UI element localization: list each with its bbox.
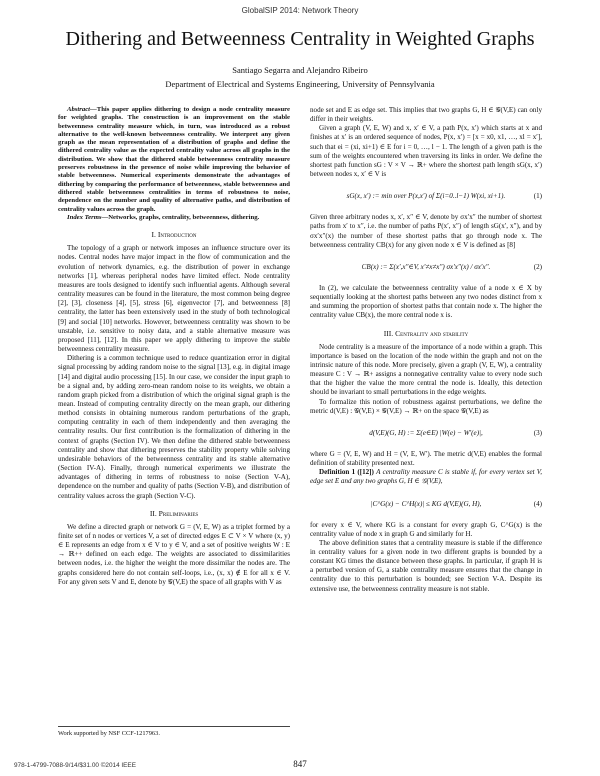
- right-paragraph-4: In (2), we calculate the betweenness centrality value of a node x ∈ X by sequentially looking at the shortest paths between any two nodes distinct from x and summing the proportion of shortest paths that contain node x. The higher the centrality value CB(x), the more central node x is.: [310, 283, 542, 320]
- index-terms-label: Index Terms: [67, 213, 102, 221]
- right-paragraph-7: where G = (V, E, W) and H = (V, E, W′). The metric d(V,E) enables the formal definition of stability presented next.: [310, 449, 542, 468]
- right-paragraph-6: To formalize this notion of robustness against perturbations, we define the metric d(V,E) : 𝒢(V,E) × 𝒢(V,E) → ℝ+ on the space 𝒢(V,E) as: [310, 397, 542, 415]
- equation-4-body: |C^G(x) − C^H(x)| ≤ KG d(V,E)(G, H),: [370, 499, 482, 508]
- index-terms-text: —Networks, graphs, centrality, betweenness, dithering.: [101, 213, 260, 221]
- definition-1-label: Definition 1 ([12]): [319, 468, 374, 477]
- equation-4: [310, 493, 542, 515]
- index-terms: [58, 214, 290, 222]
- abstract-label: Abstract: [67, 106, 91, 113]
- right-paragraph-3: Given three arbitrary nodes x, x′, x″ ∈ V, denote by σx′x″ the number of shortest paths from x′ to x″, i.e. the number of paths P(x′, x″) of length sG(x′, x″), and by σx′x″(x) the number of these shortest paths that go through node x. The betweenness centrality CB(x) for any given node x ∈ V is defined as [8]: [310, 213, 542, 249]
- abstract-text: —This paper applies dithering to design a node centrality measure for weighted graphs. The construction is an improvement on the stable betweenness centrality measure which, in turn, was introduced as a robust alternative to the well-known betweenness centrality. We interpret any given graph as the mean representation of a distribution of graphs and define the dithered centrality value as the expected centrality value across all graphs in the distribution. We show that the dithered stable betweenness centrality measure preserves robustness in the presence of noise while improving the behavior of stable betweenness. Numerical experiments demonstrate the advantages of dithering by comparing the performance of betweenness, stable betweenness and dithered stable betweenness centralities in terms of robustness to noise, dependence on the number and quality of alternative paths, and distribution of centrality values across the graph.: [58, 106, 290, 213]
- equation-3-number: (3): [533, 428, 542, 437]
- equation-2-number: (2): [533, 262, 542, 271]
- conference-header: GlobalSIP 2014: Network Theory: [241, 6, 359, 15]
- section-heading-centrality-stability: III. Centrality and stability: [383, 328, 469, 338]
- right-paragraph-2: Given a graph (V, E, W) and x, x′ ∈ V, a path P(x, x′) which starts at x and finishes at x′ is an ordered sequence of nodes, P(x, x′) = [x = x0, x1, …, xl = x′], such that ei = (xi, xi+1) ∈ E for i = 0, …, l − 1. The length of a given path is the sum of the weights encountered when traversing its links in order. We define the shortest path function sG : V × V → ℝ+ where the shortest path length sG(x, x′) between nodes x, x′ ∈ V is: [310, 124, 542, 179]
- equation-1-body: sG(x, x′) := min over P(x,x′) of Σ(i=0..l−1) W(xi, xi+1).: [346, 192, 506, 201]
- right-column: [310, 106, 542, 594]
- intro-paragraph-1: The topology of a graph or network imposes an influence structure over its nodes. Central nodes have major impact in the flow of communication and the evolution of network dynamics, e.g. the distribution of power in exchange networks [1], whereas peripheral nodes have limited effect. Node centrality measures are tools designed to identify such influential agents. Although several centrality measures can be found in the literature, the most common being degree [2], [3], closeness [4], [5], stress [6], eigenvector [7], and betweenness [8] centrality, the latter has been extensively used in the study of both technological [9] and social [10] networks. However, betweenness centrality was shown to be unstable, i.e. sensitive to noisy data, and a stable alternative measure was proposed [11], [12]. In this paper we apply dithering to improve the stable betweenness centrality measure.: [58, 244, 290, 354]
- left-column: [58, 106, 290, 587]
- copyright-footer: 978-1-4799-7088-9/14/$31.00 ©2014 IEEE: [14, 762, 136, 769]
- equation-1-number: (1): [533, 192, 542, 201]
- equation-2: [310, 256, 542, 278]
- equation-1: [310, 185, 542, 207]
- equation-4-number: (4): [533, 499, 542, 508]
- definition-1: [310, 468, 542, 486]
- abstract: [58, 106, 290, 214]
- page-number: 847: [293, 759, 307, 769]
- intro-paragraph-2: Dithering is a common technique used to reduce quantization error in digital signal processing by adding random noise to the signal [13], e.g. in digital image [14] and digital audio processing [15]. In our case, we consider the input graph to be a signal and, by adding zero-mean random noise to its weights, we obtain a random graph picked from a distribution of which the original signal graph is the mean. Instead of computing centrality directly on the mean graph, our dithering method consists in obtaining numerous random perturbations of the graph, computing centrality in each of them independently and then averaging the centrality results. Our first contribution is the formalization of dithering in the context of graphs (Section IV). We then define the dithered stable betweenness centrality and show that dithering preserves the stability property while solving undesirable behaviors of the betweenness centrality and its stable alternative (Section IV-A). Finally, through numerical experiments we illustrate the advantages of dithering in terms of robustness to noise (Section V-A), dependence on the number and quality of paths (Section V-B), and distribution of centrality values across the graph (Section V-C).: [58, 354, 290, 500]
- equation-3-body: d(V,E)(G, H) := Σ(e∈E) |W(e) − W′(e)|,: [369, 428, 483, 437]
- affiliation: Department of Electrical and Systems Engineering, University of Pennsylvania: [165, 79, 435, 89]
- section-heading-preliminaries: II. Preliminaries: [149, 508, 199, 518]
- right-paragraph-8: for every x ∈ V, where KG is a constant for every graph G, C^G(x) is the centrality value of node x in graph G and similarly for H.: [310, 520, 542, 538]
- definition-1-text: A centrality measure C is stable if, for every vertex set V, edge set E and any two graphs G, H ∈ 𝒢(V,E),: [310, 468, 542, 486]
- right-paragraph-9: The above definition states that a centrality measure is stable if the difference in centrality values for a given node in two different graphs is bounded by a constant KG times the distance between these graphs. In particular, if graph H is a perturbed version of G, a stable centrality measure ensures that the change in centrality due to this perturbation is bounded; see Section V-A. Despite its extensive use, the betweenness centrality measure is not stable.: [310, 538, 542, 593]
- footnote: Work supported by NSF CCF-1217963.: [58, 726, 290, 737]
- right-paragraph-1: node set and E as edge set. This implies that two graphs G, H ∈ 𝒢(V,E) can only differ in their weights.: [310, 106, 542, 124]
- paper-title: Dithering and Betweenness Centrality in Weighted Graphs: [65, 28, 535, 50]
- equation-2-body: CB(x) := Σ(x′,x″∈V, x′≠x≠x″) σx′x″(x) / σx′x″.: [361, 262, 491, 271]
- authors: Santiago Segarra and Alejandro Ribeiro: [232, 65, 368, 75]
- prelim-paragraph-1: We define a directed graph or network G = (V, E, W) as a triplet formed by a finite set of n nodes or vertices V, a set of directed edges E ⊂ V × V where (x, y) ∈ E represents an edge from x ∈ V to y ∈ V, and a set of positive weights W : E → ℝ++ defined on each edge. The weights are associated to dissimilarities between nodes, i.e. the higher the weight the more dissimilar the nodes are. The graphs considered here do not contain self-loops, i.e., (x, x) ∉ E for all x ∈ V. For any given sets V and E, denote by 𝒢(V,E) the space of all graphs with V as: [58, 522, 290, 586]
- right-paragraph-5: Node centrality is a measure of the importance of a node within a graph. This importance is based on the location of the node within the graph and not on the intrinsic nature of this node. More precisely, given a graph (V, E, W), a centrality measure C : V → ℝ+ assigns a nonnegative centrality value to every node such that the higher the value the more central the node is. Ideally, this detection should be invariant to small perturbations in the edge weights.: [310, 342, 542, 397]
- equation-3: [310, 422, 542, 444]
- section-heading-introduction: I. Introduction: [151, 230, 197, 240]
